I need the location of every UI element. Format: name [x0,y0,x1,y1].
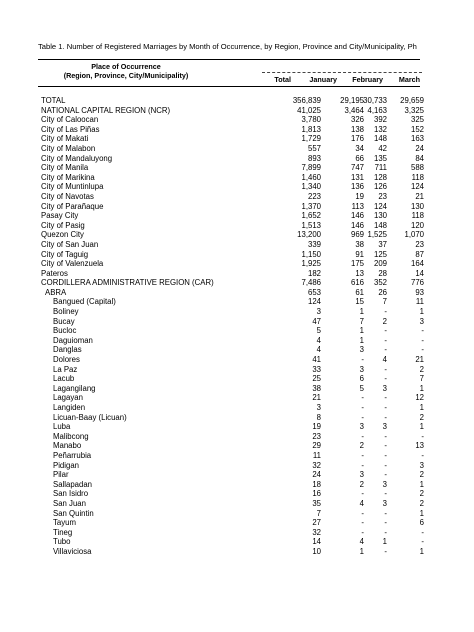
place-header-line1: Place of Occurrence [91,62,161,71]
row-january-value: 19 [355,191,364,201]
row-total-value: 24 [312,470,321,480]
row-total-value: 8 [316,412,321,422]
row-march-value: 1 [419,422,424,432]
row-january-value: 1 [359,326,364,336]
row-total-value: 18 [312,479,321,489]
table-row [0,499,474,509]
row-total-value: 16 [312,489,321,499]
row-february-value: - [384,374,387,384]
row-february-value: 352 [373,278,387,288]
column-header-march: March [398,75,420,84]
table-row [0,441,474,451]
row-march-value: 93 [415,287,424,297]
row-february-value: 2 [382,316,387,326]
row-february-value: - [384,518,387,528]
row-total-value: 11 [312,450,321,460]
row-place-name: Langiden [53,403,86,412]
row-january-value: 1 [359,307,364,317]
row-february-value: 7 [382,297,387,307]
row-total-value: 1,340 [301,182,321,192]
row-place-name: City of Parañaque [41,201,104,211]
row-place-name: San Isidro [53,489,89,499]
header-top-rule [38,59,420,60]
table-row [0,211,474,221]
row-february-value: 3 [382,383,387,393]
row-total-value: 47 [312,316,321,326]
row-february-value: 1 [382,537,387,547]
row-february-value: 3 [382,498,387,508]
row-total-value: 35 [312,498,321,508]
row-february-value: 711 [374,163,387,173]
row-february-value: - [384,508,387,518]
row-place-name: City of Mandaluyong [41,153,113,163]
row-march-value: 7 [419,374,424,384]
row-march-value: 21 [415,191,424,201]
table-row [0,384,474,394]
row-total-value: 557 [307,143,321,153]
row-february-value: - [384,403,387,412]
row-place-name: Lacub [53,374,75,384]
row-march-value: 1 [419,479,424,489]
row-january-value: 91 [355,249,364,259]
row-march-value: 1 [419,403,424,412]
row-total-value: 21 [312,393,321,403]
row-total-value: 38 [312,383,321,393]
table-row [0,278,474,288]
table-row [0,489,474,499]
row-february-value: - [384,527,387,537]
row-march-value: 152 [410,124,424,134]
table-row [0,317,474,327]
table-row [0,461,474,471]
row-january-value: 747 [350,163,364,173]
row-february-value: 130 [373,211,387,221]
row-place-name: Tineg [53,527,73,537]
row-january-value: 2 [359,479,364,489]
row-place-name: San Juan [53,498,86,508]
row-march-value: - [421,345,424,355]
row-january-value: - [361,355,364,365]
row-january-value: 66 [355,153,364,163]
row-february-value: - [384,345,387,355]
table-row [0,106,474,116]
row-place-name: CORDILLERA ADMINISTRATIVE REGION (CAR) [41,278,214,288]
table-row [0,134,474,144]
row-february-value: 148 [373,220,387,230]
row-january-value: - [361,412,364,422]
row-january-value: 3 [359,470,364,480]
table-row [0,115,474,125]
table-row [0,403,474,413]
row-place-name: Lagayan [53,393,83,403]
row-total-value: 4 [316,345,321,355]
row-february-value: 23 [378,191,387,201]
row-february-value: - [384,450,387,460]
table-row [0,230,474,240]
row-march-value: 120 [410,220,424,230]
row-place-name: City of Manila [41,163,89,173]
row-february-value: - [384,431,387,441]
table-row [0,470,474,480]
row-total-value: 1,513 [301,220,321,230]
row-february-value: 4,163 [367,105,387,115]
table-row [0,250,474,260]
row-march-value: 3 [419,460,424,470]
table-row [0,173,474,183]
row-march-value: 1 [419,546,424,556]
row-place-name: City of Makati [41,134,89,144]
row-total-value: 33 [312,364,321,374]
row-total-value: 1,925 [301,259,321,269]
row-total-value: 893 [307,153,321,163]
row-february-value: 126 [373,182,387,192]
row-march-value: 776 [410,278,424,288]
row-place-name: Bucloc [53,326,77,336]
row-january-value: 136 [350,182,364,192]
row-total-value: 41 [312,355,321,365]
row-february-value: 3 [382,479,387,489]
table-row [0,365,474,375]
row-february-value: - [384,546,387,556]
row-january-value: 61 [355,287,364,297]
row-january-value: 4 [359,537,364,547]
row-march-value: 12 [415,393,424,403]
row-february-value: - [384,326,387,336]
place-header-line2: (Region, Province, City/Municipality) [63,71,189,80]
row-january-value: 3 [359,422,364,432]
row-march-value: - [421,450,424,460]
row-total-value: 5 [316,326,321,336]
row-january-value: 113 [351,201,364,211]
row-february-value: 132 [373,124,387,134]
row-place-name: Tayum [53,518,76,528]
row-march-value: 87 [415,249,424,259]
row-place-name: City of Malabon [41,143,96,153]
table-row [0,345,474,355]
row-march-value: 118 [411,211,424,221]
row-february-value: 148 [373,134,387,144]
row-place-name: City of Taguig [41,249,89,259]
row-january-value: 1 [359,335,364,345]
table-title: Table 1. Number of Registered Marriages by Month of Occurrence, by Region, Province and City/Municipality, Ph [38,42,417,51]
row-place-name: Peñarrubia [53,450,92,460]
row-march-value: 3 [419,316,424,326]
table-row [0,192,474,202]
row-place-name: Villaviciosa [53,546,92,556]
row-place-name: San Quintin [53,508,94,518]
table-row [0,96,474,106]
row-february-value: 28 [378,268,387,278]
row-february-value: 124 [373,201,387,211]
row-total-value: 339 [307,239,321,249]
row-february-value: - [384,364,387,374]
table-row [0,509,474,519]
row-place-name: Tubo [53,537,71,547]
row-january-value: 7 [359,316,364,326]
row-march-value: - [421,527,424,537]
row-place-name: ABRA [45,287,67,297]
row-total-value: 7,899 [301,163,321,173]
row-march-value: 24 [415,143,424,153]
row-january-value: - [361,403,364,412]
table-row [0,144,474,154]
row-place-name: Pidigan [53,460,80,470]
row-march-value: 163 [410,134,424,144]
row-february-value: - [384,393,387,403]
row-january-value: - [361,527,364,537]
header-bottom-rule [38,86,420,87]
row-place-name: Manabo [53,441,82,451]
row-place-name: TOTAL [41,96,66,105]
row-place-name: Malibcong [53,431,89,441]
table-row [0,451,474,461]
row-march-value: 2 [419,489,424,499]
table-row [0,221,474,231]
table-row [0,163,474,173]
row-total-value: 23 [312,431,321,441]
row-january-value: 131 [350,172,364,182]
row-january-value: 176 [350,134,364,144]
table-row [0,480,474,490]
row-march-value: 29,659 [400,96,424,105]
table-row [0,307,474,317]
row-february-value: 26 [378,287,387,297]
column-header-january: January [309,75,337,84]
table-row [0,422,474,432]
row-march-value: 2 [419,470,424,480]
row-january-value: 2 [359,441,364,451]
row-place-name: NATIONAL CAPITAL REGION (NCR) [41,105,171,115]
row-place-name: City of Caloocan [41,115,99,125]
row-place-name: City of Las Piñas [41,124,100,134]
row-january-value: 146 [350,220,364,230]
row-february-value: 125 [373,249,387,259]
row-january-value: 616 [350,278,364,288]
table-row [0,355,474,365]
row-january-value: 4 [359,498,364,508]
row-february-value: 3 [382,422,387,432]
row-march-value: - [421,326,424,336]
table-row [0,288,474,298]
row-total-value: 1,460 [301,172,321,182]
row-march-value: 3,325 [404,105,424,115]
row-january-value: 15 [355,297,364,307]
row-place-name: La Paz [53,364,78,374]
row-january-value: - [361,450,364,460]
row-january-value: 13 [355,268,364,278]
table-row [0,413,474,423]
row-place-name: Bangued (Capital) [53,297,116,307]
row-place-name: City of San Juan [41,239,99,249]
row-total-value: 10 [312,546,321,556]
row-march-value: 23 [415,239,424,249]
row-january-value: - [361,431,364,441]
table-row [0,326,474,336]
row-total-value: 4 [316,335,321,345]
row-february-value: 1,525 [367,230,387,240]
row-march-value: 11 [415,297,424,307]
row-february-value: - [384,335,387,345]
row-january-value: 138 [350,124,364,134]
row-march-value: 2 [419,498,424,508]
row-march-value: 118 [411,172,424,182]
row-february-value: 30,733 [363,96,387,105]
table-row [0,518,474,528]
row-place-name: Pateros [41,268,68,278]
row-march-value: 164 [410,259,424,269]
table-row [0,432,474,442]
row-february-value: - [384,307,387,317]
row-february-value: - [384,460,387,470]
row-january-value: 326 [350,115,364,125]
row-place-name: Pilar [53,470,69,480]
table-row [0,182,474,192]
row-january-value: - [361,508,364,518]
row-march-value: 124 [410,182,424,192]
row-march-value: 13 [415,441,424,451]
row-march-value: 130 [410,201,424,211]
row-total-value: 3 [316,403,321,412]
row-place-name: Bucay [53,316,75,326]
row-march-value: 1,070 [404,230,424,240]
row-place-name: Boliney [53,307,79,317]
row-total-value: 1,150 [301,249,321,259]
row-march-value: 14 [415,268,424,278]
table-row [0,336,474,346]
row-place-name: City of Muntinlupa [41,182,104,192]
row-january-value: - [361,518,364,528]
row-january-value: 29,195 [340,96,364,105]
row-january-value: 34 [355,143,364,153]
row-total-value: 1,729 [301,134,321,144]
row-total-value: 41,025 [297,105,321,115]
row-january-value: 969 [350,230,364,240]
row-total-value: 653 [307,287,321,297]
row-march-value: 21 [415,355,424,365]
row-january-value: 3,464 [344,105,364,115]
table-row [0,154,474,164]
table-row [0,393,474,403]
table-body [0,96,474,557]
row-total-value: 3,780 [301,115,321,125]
table-row [0,125,474,135]
row-total-value: 29 [312,441,321,451]
row-total-value: 14 [312,537,321,547]
row-place-name: Licuan-Baay (Licuan) [53,412,127,422]
table-row [0,547,474,557]
row-february-value: 392 [373,115,387,125]
row-place-name: City of Valenzuela [41,259,104,269]
row-march-value: 2 [419,364,424,374]
row-february-value: - [384,412,387,422]
table-row [0,297,474,307]
table-row [0,202,474,212]
row-total-value: 32 [312,460,321,470]
row-march-value: - [421,335,424,345]
row-february-value: - [384,470,387,480]
row-total-value: 356,839 [292,96,321,105]
row-january-value: 38 [355,239,364,249]
row-place-name: Daguioman [53,335,93,345]
row-total-value: 25 [312,374,321,384]
row-total-value: 27 [312,518,321,528]
row-place-name: Lagangilang [53,383,96,393]
table-row [0,269,474,279]
row-march-value: - [421,537,424,547]
row-march-value: 325 [410,115,424,125]
row-january-value: - [361,393,364,403]
row-total-value: 7,486 [301,278,321,288]
row-january-value: 146 [350,211,364,221]
row-place-name: Danglas [53,345,82,355]
row-january-value: - [361,489,364,499]
row-place-name: Sallapadan [53,479,93,489]
row-total-value: 13,200 [297,230,321,240]
row-march-value: 1 [419,307,424,317]
column-header-february: February [352,75,383,84]
table-row [0,240,474,250]
row-january-value: 1 [359,546,364,556]
row-march-value: 1 [419,383,424,393]
row-place-name: Pasay City [41,211,79,221]
row-total-value: 124 [307,297,321,307]
row-total-value: 7 [316,508,321,518]
row-february-value: 135 [373,153,387,163]
row-january-value: 3 [359,345,364,355]
table-row [0,528,474,538]
row-march-value: 1 [419,508,424,518]
row-place-name: City of Pasig [41,220,85,230]
row-january-value: 3 [359,364,364,374]
row-february-value: 209 [373,259,387,269]
row-february-value: 42 [378,143,387,153]
row-january-value: 175 [350,259,364,269]
row-total-value: 32 [312,527,321,537]
row-march-value: 6 [419,518,424,528]
row-february-value: 37 [378,239,387,249]
row-february-value: 4 [382,355,387,365]
row-total-value: 1,370 [301,201,321,211]
row-february-value: - [384,441,387,451]
row-total-value: 182 [307,268,321,278]
row-february-value: 128 [373,172,387,182]
row-total-value: 19 [312,422,321,432]
row-place-name: City of Navotas [41,191,94,201]
row-january-value: 5 [359,383,364,393]
row-place-name: City of Marikina [41,172,95,182]
row-march-value: 588 [410,163,424,173]
row-january-value: 6 [359,374,364,384]
table-row [0,259,474,269]
row-total-value: 223 [307,191,321,201]
row-total-value: 3 [316,307,321,317]
row-place-name: Dolores [53,355,80,365]
month-header-dashed-rule [262,72,422,73]
table-row [0,374,474,384]
row-place-name: Luba [53,422,71,432]
row-place-name: Quezon City [41,230,84,240]
column-header-total: Total [274,75,291,84]
table-row [0,537,474,547]
row-march-value: 84 [415,153,424,163]
row-total-value: 1,813 [301,124,321,134]
row-january-value: - [361,460,364,470]
row-february-value: - [384,489,387,499]
row-march-value: - [421,431,424,441]
row-total-value: 1,652 [301,211,321,221]
row-march-value: 2 [419,412,424,422]
